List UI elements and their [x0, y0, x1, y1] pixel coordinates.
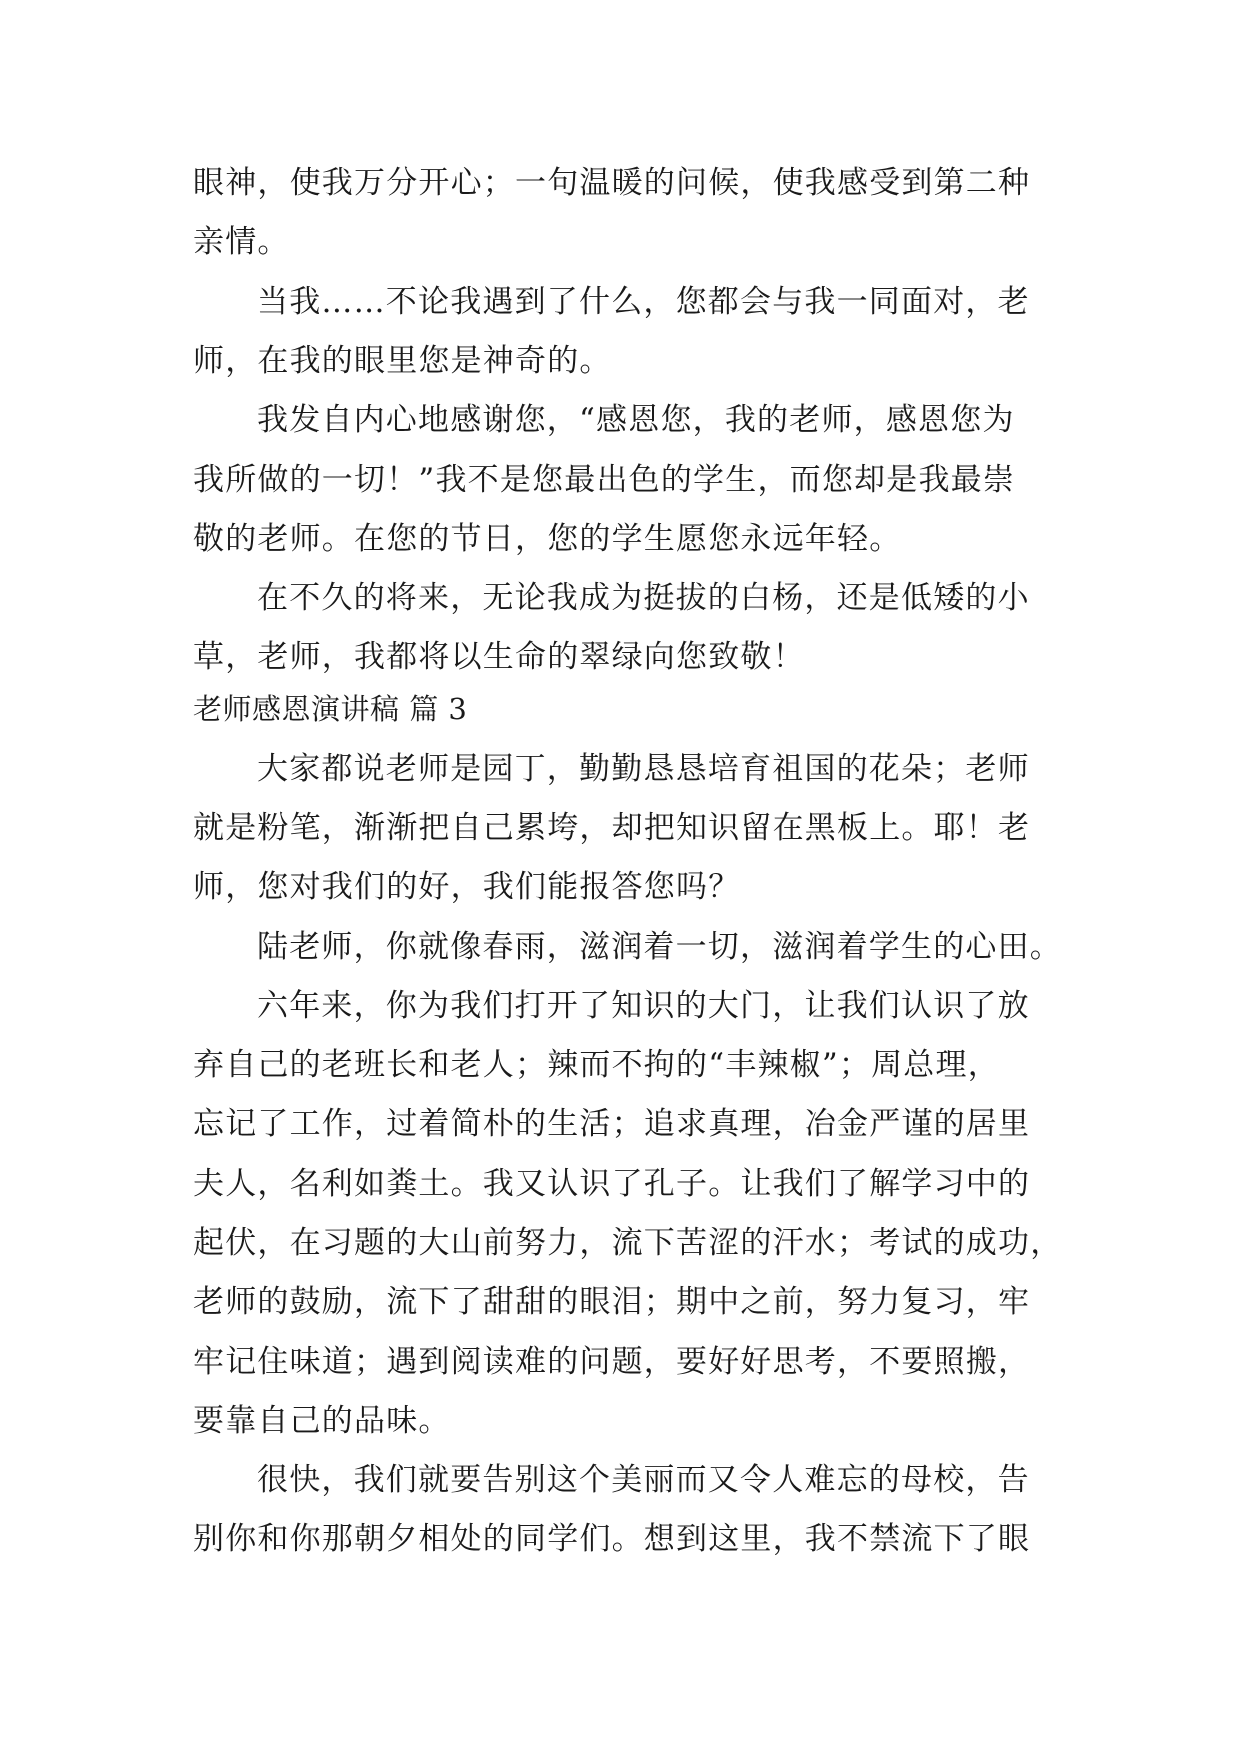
text-line: 别你和你那朝夕相处的同学们。想到这里，我不禁流下了眼	[193, 1521, 1031, 1557]
text-line: 老师的鼓励，流下了甜甜的眼泪；期中之前，努力复习，牢	[193, 1284, 1031, 1320]
text-line: 师，在我的眼里您是神奇的。	[193, 343, 612, 379]
text-line: 在不久的将来，无论我成为挺拔的白杨，还是低矮的小	[257, 580, 1030, 616]
text-line: 起伏，在习题的大山前努力，流下苦涩的汗水；考试的成功，	[193, 1225, 1063, 1261]
text-line: 草，老师，我都将以生命的翠绿向您致敬！	[193, 639, 805, 675]
text-line: 师，您对我们的好，我们能报答您吗？	[193, 869, 741, 905]
text-line: 六年来，你为我们打开了知识的大门，让我们认识了放	[257, 988, 1030, 1024]
text-line: 陆老师，你就像春雨，滋润着一切，滋润着学生的心田。	[257, 929, 1062, 965]
text-line: 敬的老师。在您的节日，您的学生愿您永远年轻。	[193, 521, 902, 557]
text-line: 当我……不论我遇到了什么，您都会与我一同面对，老	[257, 284, 1030, 320]
text-line: 亲情。	[193, 224, 290, 260]
text-line: 很快，我们就要告别这个美丽而又令人难忘的母校，告	[257, 1462, 1030, 1498]
text-line: 我所做的一切！”我不是您最出色的学生，而您却是我最崇	[193, 462, 1016, 498]
text-line: 牢记住味道；遇到阅读难的问题，要好好思考，不要照搬，	[193, 1344, 1031, 1380]
text-line: 就是粉笔，渐渐把自己累垮，却把知识留在黑板上。耶！老	[193, 810, 1031, 846]
text-line: 眼神，使我万分开心；一句温暖的问候，使我感受到第二种	[193, 165, 1031, 201]
text-line: 忘记了工作，过着简朴的生活；追求真理，冶金严谨的居里	[193, 1106, 1031, 1142]
text-line: 夫人，名利如粪土。我又认识了孔子。让我们了解学习中的	[193, 1166, 1031, 1202]
text-line: 弃自己的老班长和老人；辣而不拘的“丰辣椒”；周总理，	[193, 1047, 1000, 1083]
text-line: 大家都说老师是园丁，勤勤恳恳培育祖国的花朵；老师	[257, 751, 1030, 787]
text-line: 我发自内心地感谢您，“感恩您，我的老师，感恩您为	[257, 402, 1015, 438]
text-line: 要靠自己的品味。	[193, 1403, 451, 1439]
section-heading: 老师感恩演讲稿 篇 3	[193, 692, 468, 726]
